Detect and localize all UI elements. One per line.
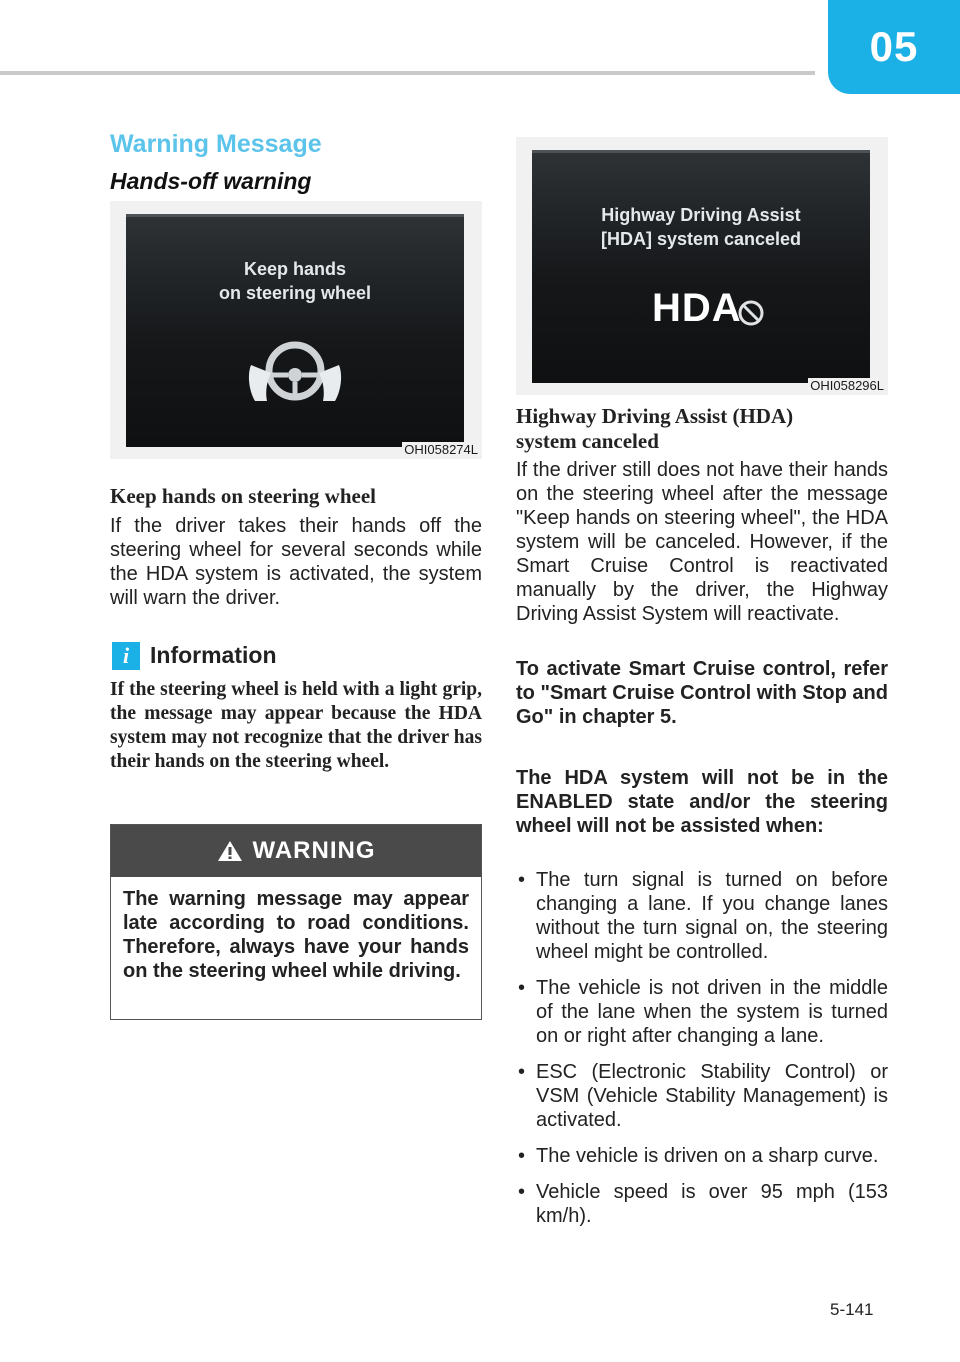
list-item: • The vehicle is not driven in the middle of the lane when the system is turned on or right after changing a lane. bbox=[516, 976, 888, 1048]
section-heading: Warning Message bbox=[110, 130, 322, 158]
hda-symbol-text: HDA bbox=[652, 286, 742, 330]
warning-triangle-icon bbox=[217, 840, 243, 862]
hda-canceled-heading-line1: Highway Driving Assist (HDA) bbox=[516, 404, 794, 428]
cluster-screen bbox=[126, 214, 464, 447]
screen-message-line1: Keep hands bbox=[243, 259, 347, 279]
warning-title: WARNING bbox=[252, 837, 376, 864]
cancel-icon bbox=[736, 298, 766, 328]
warning-body: The warning message may appear late according to road conditions. Therefore, always have your hands on the steering wheel while driving. bbox=[123, 888, 469, 982]
list-item: • ESC (Electronic Stability Control) or VSM (Vehicle Stability Management) is activated. bbox=[516, 1060, 888, 1132]
list-item: • Vehicle speed is over 95 mph (153 km/h). bbox=[516, 1180, 888, 1228]
activate-note: To activate Smart Cruise control, refer to "Smart Cruise Control with Stop and Go" in chapter 5. bbox=[516, 658, 888, 728]
hands-on-wheel-icon bbox=[245, 335, 345, 405]
list-item: • The vehicle is driven on a sharp curve. bbox=[516, 1144, 888, 1168]
not-enabled-heading: The HDA system will not be in the ENABLED state and/or the steering wheel will not be assisted when: bbox=[516, 767, 888, 837]
cluster-screen bbox=[532, 150, 870, 383]
screen-message-line2: on steering wheel bbox=[218, 283, 372, 303]
information-body: If the steering wheel is held with a light grip, the message may appear because the HDA system may not recognize that the driver has their hands on the steering wheel. bbox=[110, 679, 482, 772]
screen-message-line2: [HDA] system canceled bbox=[600, 229, 802, 249]
warning-box bbox=[110, 824, 482, 1020]
chapter-tab bbox=[828, 0, 960, 94]
figure-code: OHI058274L bbox=[404, 442, 478, 457]
figure-code: OHI058296L bbox=[810, 378, 884, 393]
page-number: 5-141 bbox=[830, 1300, 874, 1319]
information-title: Information bbox=[150, 642, 277, 668]
figure-hda-canceled bbox=[516, 137, 888, 395]
hda-canceled-heading bbox=[516, 404, 888, 454]
figure-hands-off bbox=[110, 201, 482, 459]
hda-canceled-symbol bbox=[652, 286, 766, 331]
keep-hands-heading: Keep hands on steering wheel bbox=[110, 484, 377, 508]
information-icon: i bbox=[112, 642, 140, 670]
list-item: • The turn signal is turned on before changing a lane. If you change lanes without the turn signal on, the steering wheel might be controlled. bbox=[516, 868, 888, 964]
warning-header bbox=[111, 825, 481, 877]
screen-message-line1: Highway Driving Assist bbox=[601, 205, 801, 225]
header-rule bbox=[0, 71, 815, 75]
conditions-list bbox=[516, 868, 888, 1240]
hda-canceled-body: If the driver still does not have their hands on the steering wheel after the message "Keep hands on steering wheel", the HDA system will be canceled. However, if the Smart Cruise Control is reactivated manually by the driver, the Highway Driving Assist System will reactivate. bbox=[516, 459, 888, 625]
sub-heading: Hands-off warning bbox=[110, 168, 312, 194]
chapter-number: 05 bbox=[869, 23, 919, 70]
keep-hands-body: If the driver takes their hands off the steering wheel for several seconds while the HDA system is activated, the system will warn the driver. bbox=[110, 515, 482, 609]
hda-canceled-heading-line2: system canceled bbox=[516, 429, 659, 453]
